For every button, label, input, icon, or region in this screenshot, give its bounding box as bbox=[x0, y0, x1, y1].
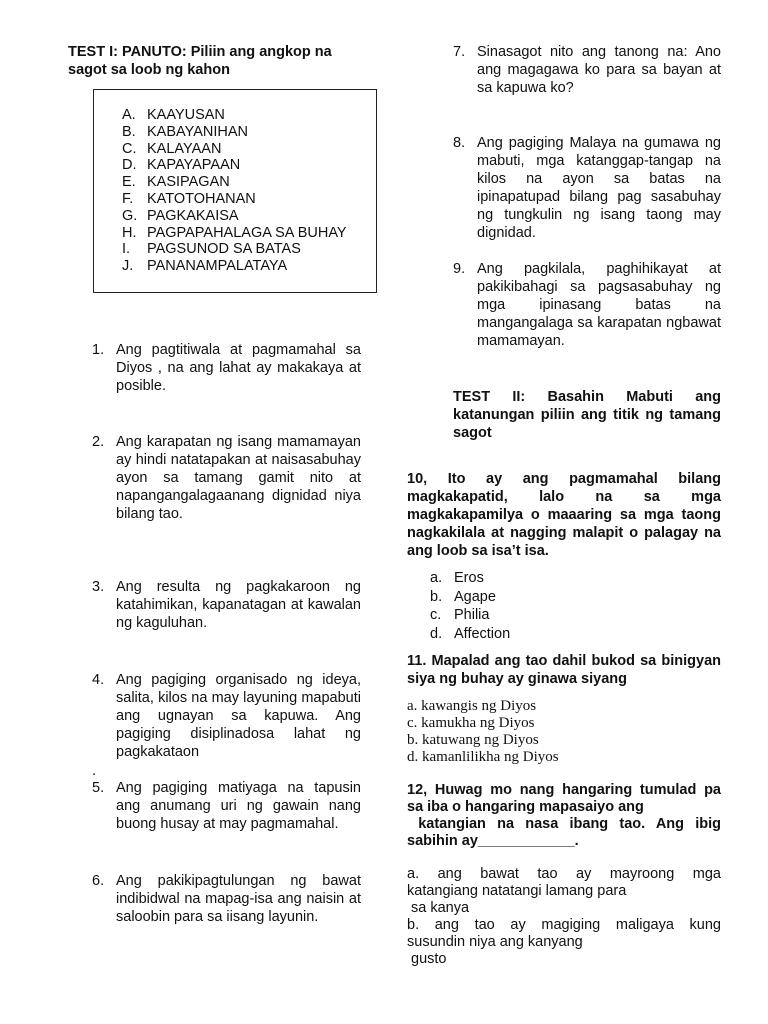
q11-choice-d: d. kamanlilikha ng Diyos bbox=[407, 749, 559, 765]
q12-choice-b-line3: gusto bbox=[407, 951, 447, 967]
choice-c: C. KALAYAAN bbox=[122, 140, 222, 157]
q12-line1: 12, Huwag mo nang hangaring tumulad pa bbox=[407, 782, 721, 798]
question-10: 10, Ito ay ang pagmamahal bilang magkakapatid, lalo na sa mga magkakapamilya o maaaring sa mga taong nagkakilala at nagging malapit o palagay na ang loob sa isa’t isa. bbox=[407, 471, 721, 559]
answer-choices-list bbox=[122, 107, 347, 275]
q10-choice-a: a. Eros bbox=[430, 570, 484, 586]
answer-choices-box bbox=[93, 89, 377, 293]
choice-b: B. KABAYANIHAN bbox=[122, 123, 248, 140]
q10-choice-b: b. Agape bbox=[430, 588, 496, 605]
test2-title: TEST II: Basahin Mabuti ang katanungan piliin ang titik ng tamang sagot bbox=[453, 389, 721, 441]
test1-title bbox=[68, 43, 362, 79]
choice-a: A. KAAYUSAN bbox=[122, 107, 225, 123]
q12-line3: katangian na nasa ibang tao. Ang ibig bbox=[407, 816, 721, 832]
q12-line2: sa iba o hangaring mapasaiyo ang bbox=[407, 799, 644, 815]
q12-line4: sabihin ay____________. bbox=[407, 833, 579, 849]
choice-f: F. KATOTOHANAN bbox=[122, 190, 256, 207]
question-10-choices bbox=[430, 569, 510, 643]
choice-j: J. PANANAMPALATAYA bbox=[122, 258, 288, 275]
q12-choice-b-line1: b. ang tao ay magiging maligaya kung bbox=[407, 917, 721, 933]
q11-choice-b: b. katuwang ng Diyos bbox=[407, 732, 539, 748]
q10-choice-d: d. Affection bbox=[430, 625, 511, 642]
q11-choice-a: a. kawangis ng Diyos bbox=[407, 698, 537, 714]
choice-d: D. KAPAYAPAAN bbox=[122, 157, 241, 174]
stray-period: . bbox=[92, 763, 97, 779]
question-11: 11. Mapalad ang tao dahil bukod sa binigyan siya ng buhay ay ginawa siyang bbox=[407, 653, 721, 687]
choice-g: G. PAGKAKAISA bbox=[122, 207, 239, 224]
q12-choice-a-line1: a. ang bawat tao ay mayroong mga bbox=[407, 866, 721, 882]
question-12-choices bbox=[407, 866, 721, 968]
question-11-choices bbox=[407, 698, 559, 766]
test1-title-line1: TEST I: PANUTO: Piliin ang angkop na bbox=[68, 44, 332, 60]
choice-i: I. PAGSUNOD SA BATAS bbox=[122, 241, 301, 258]
choice-e: E. KASIPAGAN bbox=[122, 174, 230, 191]
q11-choice-c: c. kamukha ng Diyos bbox=[407, 715, 535, 731]
q12-choice-b-line2: susundin niya ang kanyang bbox=[407, 934, 583, 950]
test1-title-line2: sagot sa loob ng kahon bbox=[68, 62, 230, 78]
q12-choice-a-line3: sa kanya bbox=[407, 900, 470, 916]
q12-choice-a-line2: katangiang natatangi lamang para bbox=[407, 883, 627, 899]
question-12 bbox=[407, 782, 721, 850]
choice-h: H. PAGPAPAHALAGA SA BUHAY bbox=[122, 224, 347, 241]
q10-choice-c: c. Philia bbox=[430, 607, 490, 623]
